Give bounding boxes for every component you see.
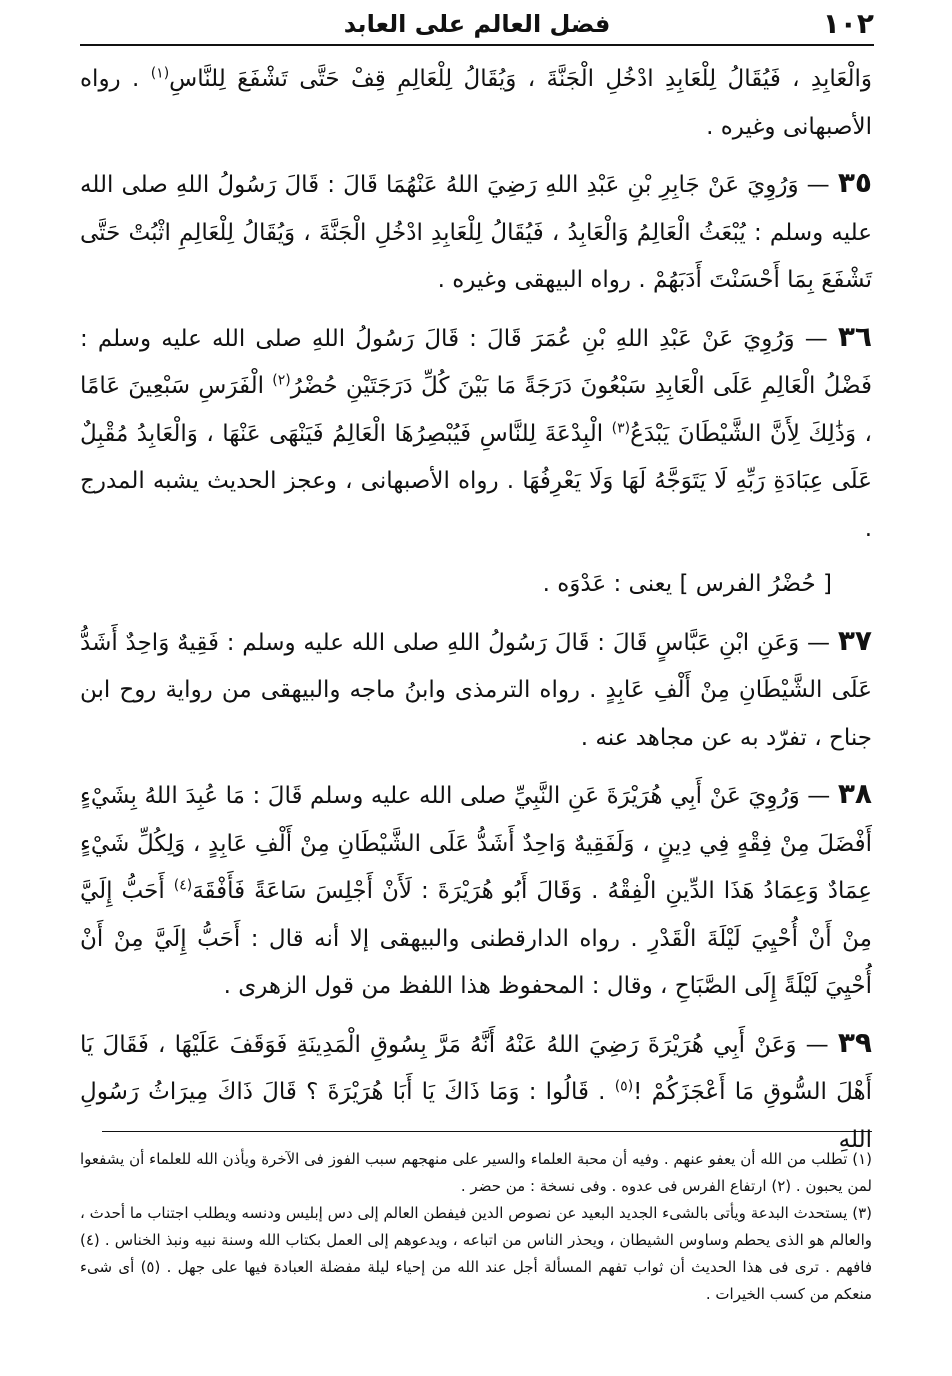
hadith-number: ٣٩ [837, 1025, 872, 1059]
hadith-text-continued: الْفَرَسِ سَبْعِينَ عَامًا ، وَذَٰلِكَ لِأَنَّ الشَّيْطَانَ يَبْدَعُ [80, 373, 872, 447]
hadith-text: — وَرُوِيَ عَنْ عَبْدِ اللهِ بْنِ عُمَرَ قَالَ : قَالَ رَسُولُ اللهِ صلى الله عليه وسلم : فَضْلُ الْعَالِمِ عَلَى الْعَابِدِ سَبْعُونَ دَرَجَةً مَا بَيْنَ كُلِّ دَرَجَتَيْنِ حُضْرُ [80, 325, 872, 399]
main-text [80, 56, 872, 1164]
footnotes [80, 1146, 872, 1308]
hadith-text: — وَرُوِيَ عَنْ جَابِرِ بْنِ عَبْدِ اللهِ رَضِيَ اللهُ عَنْهُمَا قَالَ : قَالَ رَسُولُ اللهِ صلى الله عليه وسلم : يُبْعَثُ الْعَالِمُ وَالْعَابِدُ ، فَيُقَالُ لِلْعَابِدِ ادْخُلِ الْجَنَّةَ ، وَيُقَالُ لِلْعَالِمِ اثْبُتْ حَتَّى تَشْفَعَ بِمَا أَحْسَنْتَ أَدَبَهُمْ . رواه البيهقى وغيره . [80, 172, 872, 293]
hadith-35 [80, 159, 872, 305]
hadith-text: — وَرُوِيَ عَنْ أَبِي هُرَيْرَةَ عَنِ النَّبِيِّ صلى الله عليه وسلم قَالَ : مَا عُبِدَ اللهُ بِشَيْءٍ أَفْضَلَ مِنْ فِقْهٍ فِي دِينٍ ، وَلَفَقِيهٌ وَاحِدٌ أَشَدُّ عَلَى الشَّيْطَانِ مِنْ أَلْفِ عَابِدٍ ، وَلِكُلِّ شَيْءٍ عِمَادٌ وَعِمَادُ هَذَا الدِّينِ الْفِقْهُ . وَقَالَ أَبُو هُرَيْرَةَ : لَأَنْ أَجْلِسَ سَاعَةً فَأَفْقَهَ [80, 783, 873, 904]
footnote-block: (١) تطلب من الله أن يعفو عنهم . وفيه أن محبة العلماء والسير على منهجهم سبب الفوز فى الآخرة ويأذن الله للعلماء أن يشفعوا لمن يحبون . (٢) ارتفاع الفرس فى عدوه . وفى نسخة : من حضر . [80, 1150, 872, 1195]
footnote-block: (٣) يستحدث البدعة ويأتى بالشىء الجديد البعيد عن نصوص الدين فيفطن العالم إلى دس إبليس ودنسه ويطلب اجتناب ما أحدث ، والعالم هو الذى يحطم وساوس الشيطان ، ويحذر الناس من اتباعه ، ويدعوهم إلى العمل بكتاب الله وسنة نبيه ونبذ الخناس . (٤) فافهم . ترى فى هذا الحديث أن ثواب تفهم المسألة أجل عند الله من إحياء ليلة مفضلة العبادة فيها على جهل . (٥) أى شىء منعكم من كسب الخيرات . [80, 1204, 872, 1303]
page-header [80, 4, 874, 46]
hadith-tail: . قَالُوا : وَمَا ذَاكَ يَا أَبَا هُرَيْرَةَ ؟ قَالَ ذَاكَ مِيرَاثُ رَسُولِ اللهِ [80, 1079, 872, 1153]
running-title: فضل العالم على العابد [343, 10, 611, 38]
hadith-38 [80, 770, 872, 1011]
hadith-37 [80, 617, 872, 763]
footnote-ref: (٢) [272, 372, 291, 389]
hadith-number: ٣٥ [837, 166, 872, 199]
hadith-text: — وَعَنِ ابْنِ عَبَّاسٍ قَالَ : قَالَ رَسُولُ اللهِ صلى الله عليه وسلم : فَقِيهٌ وَاحِدٌ أَشَدُّ عَلَى الشَّيْطَانِ مِنْ أَلْفِ عَابِدٍ . رواه الترمذى وابنُ ماجه والبيهقى من رواية روح ابن جناح ، تفرّد به عن مجاهد عنه . [80, 629, 872, 751]
footnote-separator [102, 1131, 872, 1132]
hadith-tail: الْبِدْعَةَ لِلنَّاسِ فَيُبْصِرُهَا الْعَالِمُ فَيَنْهَى عَنْهَا ، وَالْعَابِدُ مُقْبِلٌ عَلَى عِبَادَةِ رَبِّهِ لَا يَتَوَجَّهُ لَهَا وَلَا يَعْرِفُهَا . رواه الأصبهانى ، وعجز الحديث يشبه المدرج . [80, 420, 872, 542]
hadith-tail: أَحَبُّ إِلَيَّ مِنْ أَنْ أُحْيِيَ لَيْلَةَ الْقَدْرِ . رواه الدارقطنى والبيهقى إلا أنه قال : أَحَبُّ إِلَيَّ مِنْ أَنْ أُحْيِيَ لَيْلَةً إِلَى الصَّبَاحِ ، وقال : المحفوظ هذا اللفظ من قول الزهرى . [80, 878, 872, 999]
hadith-text: — وَعَنْ أَبِي هُرَيْرَةَ رَضِيَ اللهُ عَنْهُ أَنَّهُ مَرَّ بِسُوقِ الْمَدِينَةِ فَوَقَفَ عَلَيْهَا ، فَقَالَ يَا أَهْلَ السُّوقِ مَا أَعْجَزَكُمْ ! [80, 1031, 873, 1105]
gloss-note [80, 561, 872, 609]
footnote-ref: (١) [150, 65, 170, 82]
hadith-number: ٣٧ [837, 623, 873, 657]
paragraph-tail: . رواه الأصبهانى وغيره . [80, 66, 872, 140]
footnote-ref: (٥) [614, 1078, 634, 1095]
paragraph-text: وَالْعَابِدِ ، فَيُقَالُ لِلْعَابِدِ ادْخُلِ الْجَنَّةَ ، وَيُقَالُ لِلْعَالِمِ قِفْ حَتَّى تَشْفَعَ لِلنَّاسِ [169, 66, 873, 92]
footnote-ref: (٣) [611, 419, 631, 436]
hadith-number: ٣٦ [837, 319, 872, 353]
hadith-39 [80, 1019, 872, 1165]
footnote-ref: (٤) [173, 877, 193, 894]
hadith-number: ٣٨ [837, 777, 873, 810]
page-number: ١٠٢ [822, 7, 874, 40]
hadith-36 [80, 313, 872, 554]
continuation-paragraph [80, 56, 872, 151]
gloss-text: [ حُضْرُ الفرس ] يعنى : عَدْوَه . [542, 571, 832, 597]
